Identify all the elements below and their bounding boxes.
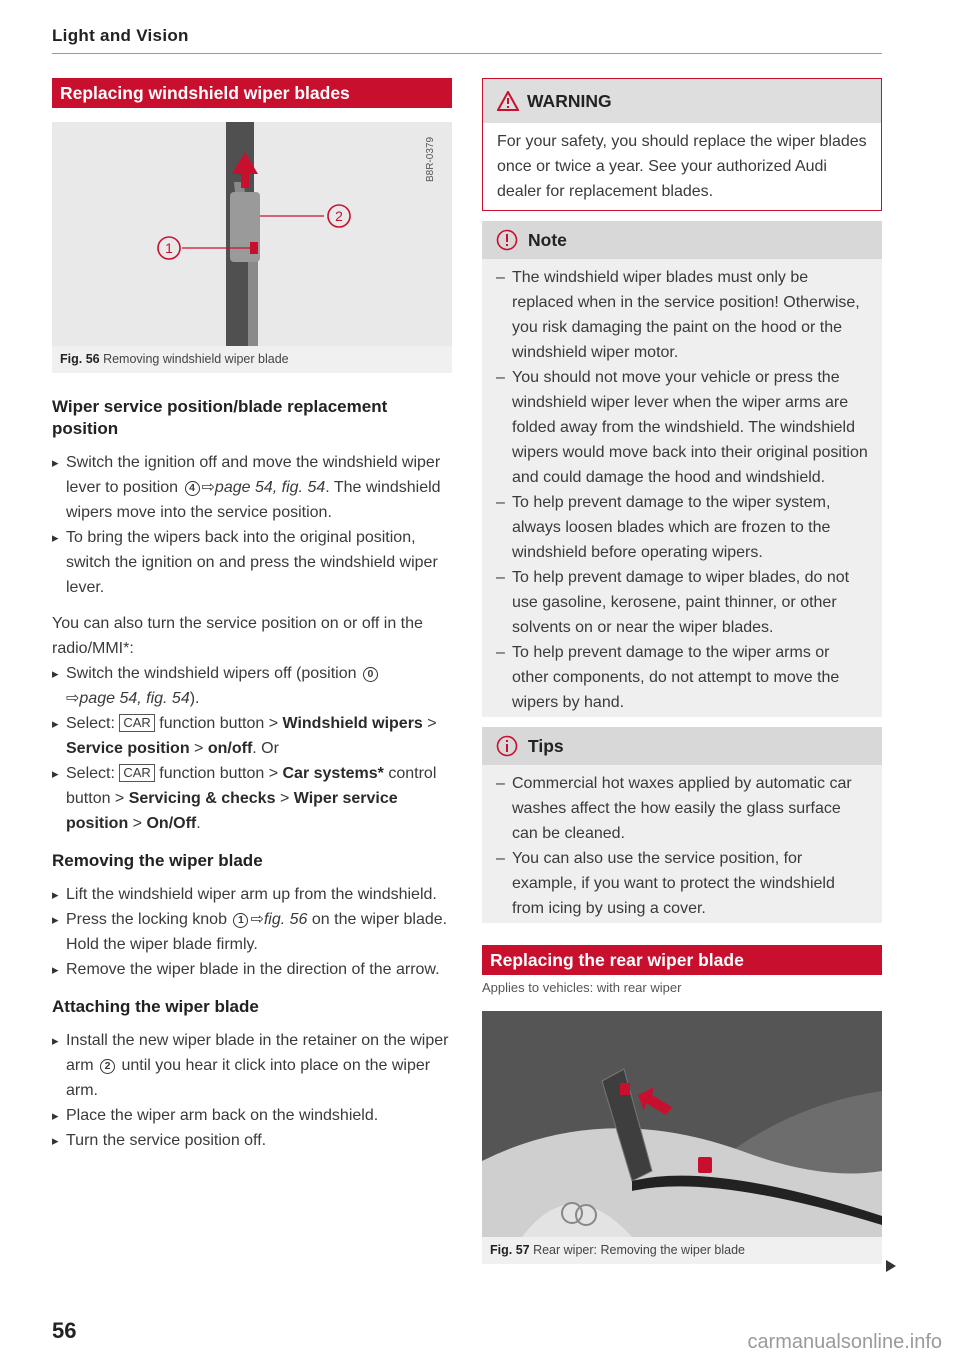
service-position-steps bbox=[52, 450, 452, 600]
figure-57 bbox=[482, 1011, 882, 1264]
arrow-ref-icon: ⇨ bbox=[66, 690, 80, 707]
tips-title: Tips bbox=[528, 735, 564, 756]
note-exclamation-icon bbox=[496, 229, 518, 251]
removing-blade-title: Removing the wiper blade bbox=[52, 851, 263, 870]
note-box bbox=[482, 221, 882, 717]
applies-to-note: Applies to vehicles: with rear wiper bbox=[482, 980, 682, 995]
list-item: – To help prevent damage to the wiper arms or other components, do not attempt to move the wipers by hand. bbox=[496, 640, 868, 715]
caption-label: Fig. 56 bbox=[60, 352, 100, 366]
list-item: ▸ Install the new wiper blade in the retainer on the wiper arm 2 until you hear it click into place on the wiper arm. bbox=[52, 1028, 452, 1103]
warning-body bbox=[483, 123, 881, 210]
list-item: ▸ Lift the windshield wiper arm up from the windshield. bbox=[52, 882, 452, 907]
callout-marker: 1 bbox=[233, 913, 248, 928]
list-item: ▸ Press the locking knob 1 ⇨fig. 56 on the wiper blade. Hold the wiper blade firmly. bbox=[52, 907, 452, 957]
caption-text: Removing windshield wiper blade bbox=[103, 352, 289, 366]
tips-box bbox=[482, 727, 882, 923]
list-item: – The windshield wiper blades must only be replaced when in the service position! Otherwise, you risk damaging the paint on the hood or the windshield wiper motor. bbox=[496, 265, 868, 365]
continue-arrow-icon bbox=[886, 1260, 896, 1272]
figure-code: B8R-0379 bbox=[425, 136, 437, 183]
arrow-ref-icon: ⇨ bbox=[201, 479, 215, 496]
page-ref-link[interactable]: page 54, fig. 54 bbox=[79, 690, 190, 707]
caption-text: Rear wiper: Removing the wiper blade bbox=[533, 1243, 745, 1257]
list-item: ▸ To bring the wipers back into the original position, switch the ignition on and press the windshield wiper lever. bbox=[52, 525, 452, 600]
attaching-blade-title: Attaching the wiper blade bbox=[52, 997, 259, 1016]
callout-2-label: 2 bbox=[335, 208, 343, 224]
caption-label: Fig. 57 bbox=[490, 1243, 530, 1257]
tips-header bbox=[482, 727, 882, 765]
list-item: ▸ Turn the service position off. bbox=[52, 1128, 452, 1153]
callout-marker: 2 bbox=[100, 1059, 115, 1074]
position-marker: 4 bbox=[185, 481, 200, 496]
list-item: – To help prevent damage to wiper blades, do not use gasoline, kerosene, paint thinner, or other solvents on or near the wiper blades. bbox=[496, 565, 868, 640]
right-column bbox=[482, 78, 882, 1264]
section-title: Light and Vision bbox=[52, 26, 189, 45]
list-item: ▸ Select: CAR function button > Car systems* control button > Servicing & checks > Wiper service position > On/Off. bbox=[52, 761, 452, 836]
note-body bbox=[482, 259, 882, 717]
mmi-intro: You can also turn the service position on or off in the radio/MMI*: bbox=[52, 615, 423, 657]
removing-blade-steps bbox=[52, 882, 452, 982]
list-item: ▸ Switch the ignition off and move the windshield wiper lever to position 4 ⇨page 54, fig. 54. The windshield wipers move into the service position. bbox=[52, 450, 452, 525]
service-position-title: Wiper service position/blade replacement position bbox=[52, 397, 388, 438]
page-header bbox=[52, 26, 882, 54]
note-header bbox=[482, 221, 882, 259]
list-item: ▸ Switch the windshield wipers off (position 0 ⇨page 54, fig. 54). bbox=[52, 661, 452, 711]
figure-56 bbox=[52, 122, 452, 372]
fig-ref-link[interactable]: fig. 56 bbox=[263, 911, 308, 928]
attaching-blade-steps bbox=[52, 1028, 452, 1153]
list-item: – To help prevent damage to the wiper system, always loosen blades which are frozen to the windshield before operating wipers. bbox=[496, 490, 868, 565]
figure-code: B8K-1640 bbox=[854, 1024, 866, 1069]
wiper-blade-illustration bbox=[52, 122, 452, 346]
watermark: carmanualsonline.info bbox=[747, 1331, 942, 1353]
arrow-ref-icon: ⇨ bbox=[250, 911, 264, 928]
note-list bbox=[496, 265, 868, 715]
car-button-label: CAR bbox=[119, 714, 154, 732]
page-number: 56 bbox=[52, 1318, 77, 1343]
warning-title: WARNING bbox=[527, 90, 612, 111]
wiper-blades-heading: Replacing windshield wiper blades bbox=[52, 78, 452, 108]
list-item: ▸ Remove the wiper blade in the direction of the arrow. bbox=[52, 957, 452, 982]
list-item: – You can also use the service position, for example, if you want to protect the windshield from icing by using a cover. bbox=[496, 846, 868, 921]
mmi-steps bbox=[52, 661, 452, 836]
figure-caption bbox=[482, 1237, 882, 1264]
list-item: – Commercial hot waxes applied by automatic car washes affect the how easily the glass surface can be cleaned. bbox=[496, 771, 868, 846]
info-icon bbox=[496, 735, 518, 757]
tips-body bbox=[482, 765, 882, 923]
note-title: Note bbox=[528, 229, 567, 250]
warning-text: For your safety, you should replace the wiper blades once or twice a year. See your authorized Audi dealer for replacement blades. bbox=[497, 133, 867, 200]
callout-1-label: 1 bbox=[165, 240, 173, 256]
warning-box bbox=[482, 78, 882, 211]
list-item: ▸ Select: CAR function button > Windshield wipers > Service position > on/off. Or bbox=[52, 711, 452, 761]
warning-header bbox=[483, 79, 881, 123]
left-column bbox=[52, 78, 452, 1153]
rear-wiper-illustration bbox=[482, 1011, 882, 1237]
page-ref-link[interactable]: page 54, fig. 54 bbox=[214, 479, 326, 496]
car-button-label: CAR bbox=[119, 764, 154, 782]
tips-list bbox=[496, 771, 868, 921]
rear-wiper-heading: Replacing the rear wiper blade bbox=[482, 945, 882, 975]
position-marker: 0 bbox=[363, 667, 378, 682]
figure-caption bbox=[52, 346, 452, 373]
list-item: – You should not move your vehicle or press the windshield wiper lever when the wiper arms are folded away from the windshield. The windshield wipers would move back into their original position and could damage the hood and windshield. bbox=[496, 365, 868, 490]
list-item: ▸ Place the wiper arm back on the windshield. bbox=[52, 1103, 452, 1128]
warning-triangle-icon bbox=[497, 91, 519, 111]
